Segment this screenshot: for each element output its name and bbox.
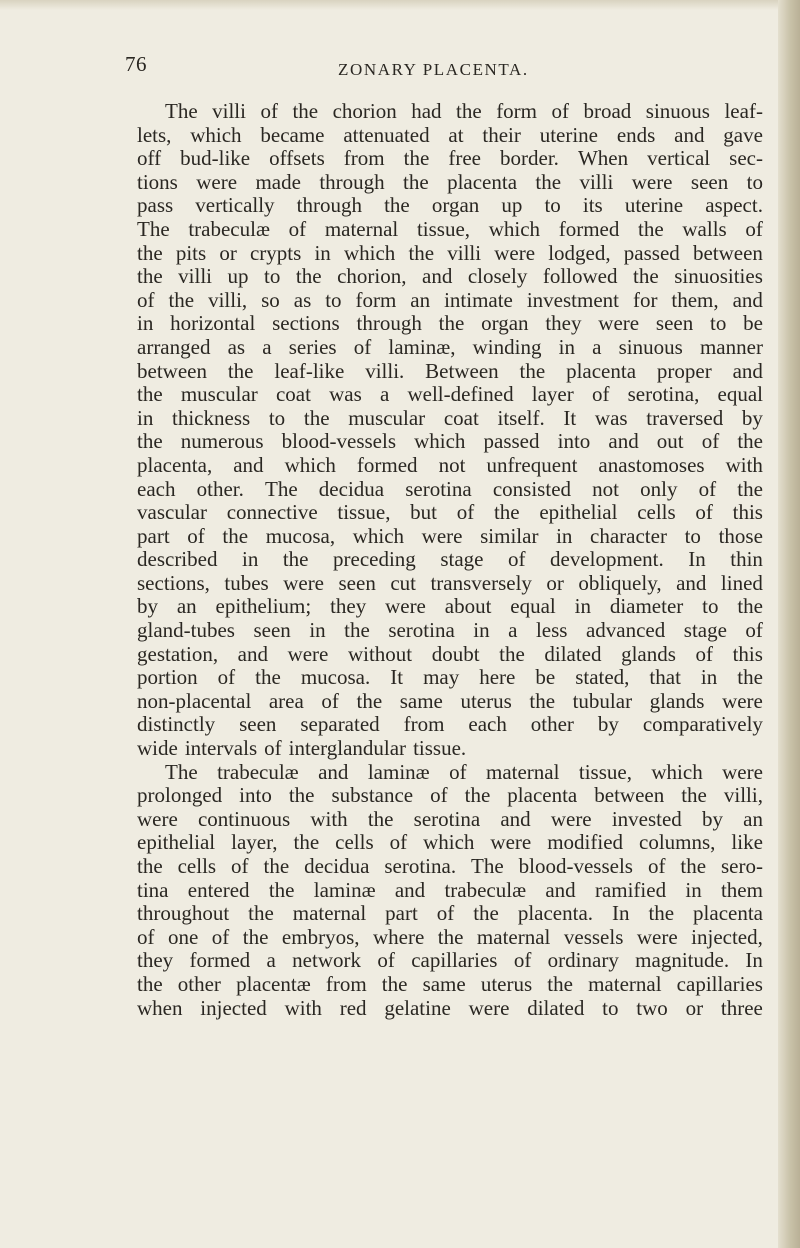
text-line: gland-tubes seen in the serotina in a less advanced stage of (137, 618, 763, 643)
text-line: prolonged into the substance of the placenta between the villi, (137, 783, 763, 808)
text-line: portion of the mucosa. It may here be stated, that in the (137, 665, 763, 690)
page-edge (778, 0, 800, 1248)
page-number: 76 (125, 52, 147, 76)
text-line: between the leaf-like villi. Between the placenta proper and (137, 358, 763, 383)
text-line: pass vertically through the organ up to its uterine aspect. (137, 193, 763, 218)
text-line: placenta, and which formed not unfrequent anastomoses with (137, 452, 763, 477)
text-line: part of the mucosa, which were similar in character to those (137, 523, 763, 548)
text-line: non-placental area of the same uterus the tubular glands were (137, 688, 763, 713)
text-line: the muscular coat was a well-defined layer of serotina, equal (137, 382, 763, 407)
text-line: the cells of the decidua serotina. The blood-vessels of the sero- (137, 854, 763, 878)
text-line: tions were made through the placenta the villi were seen to (137, 169, 763, 194)
text-line: of the villi, so as to form an intimate investment for them, and (137, 287, 763, 312)
text-line: sections, tubes were seen cut transversely or obliquely, and lined (137, 570, 763, 595)
text-line: tina entered the laminæ and trabeculæ and ramified in them (137, 877, 763, 902)
text-line: lets, which became attenuated at their uterine ends and gave (137, 122, 763, 147)
text-line: wide intervals of interglandular tissue. (137, 736, 467, 761)
text-line: the pits or crypts in which the villi were lodged, passed between (137, 240, 763, 265)
text-line: The trabeculæ and laminæ of maternal tissue, which were (165, 759, 763, 784)
text-line: in thickness to the muscular coat itself. It was traversed by (137, 405, 763, 430)
text-line: epithelial layer, the cells of which were modified columns, like (137, 830, 763, 855)
text-line: the other placentæ from the same uterus the maternal capillaries (137, 971, 763, 996)
text-line: in horizontal sections through the organ they were seen to be (137, 311, 763, 336)
running-head: ZONARY PLACENTA. (338, 60, 529, 79)
text-line: The villi of the chorion had the form of broad sinuous leaf- (165, 99, 763, 123)
text-line: each other. The decidua serotina consisted not only of the (137, 476, 763, 501)
text-line: distinctly seen separated from each other by comparatively (137, 712, 763, 737)
text-line: gestation, and were without doubt the dilated glands of this (137, 641, 763, 666)
text-line: by an epithelium; they were about equal in diameter to the (137, 594, 763, 619)
text-line: vascular connective tissue, but of the epithelial cells of this (137, 500, 763, 525)
text-line: the villi up to the chorion, and closely followed the sinuosities (137, 264, 763, 289)
text-line: The trabeculæ of maternal tissue, which formed the walls of (137, 216, 763, 241)
page-top-shadow (0, 0, 800, 10)
text-line: they formed a network of capillaries of ordinary magnitude. In (137, 948, 763, 973)
body-text (137, 100, 763, 1020)
text-line: the numerous blood-vessels which passed into and out of the (137, 429, 763, 454)
text-line: arranged as a series of laminæ, winding in a sinuous manner (137, 334, 763, 359)
text-line: throughout the maternal part of the placenta. In the placenta (137, 901, 763, 926)
text-line: of one of the embryos, where the maternal vessels were injected, (137, 924, 763, 949)
text-line: off bud-like offsets from the free border. When vertical sec- (137, 146, 763, 171)
text-line: described in the preceding stage of development. In thin (137, 547, 763, 572)
text-line: were continuous with the serotina and were invested by an (137, 806, 763, 831)
text-line: when injected with red gelatine were dilated to two or three (137, 995, 763, 1020)
